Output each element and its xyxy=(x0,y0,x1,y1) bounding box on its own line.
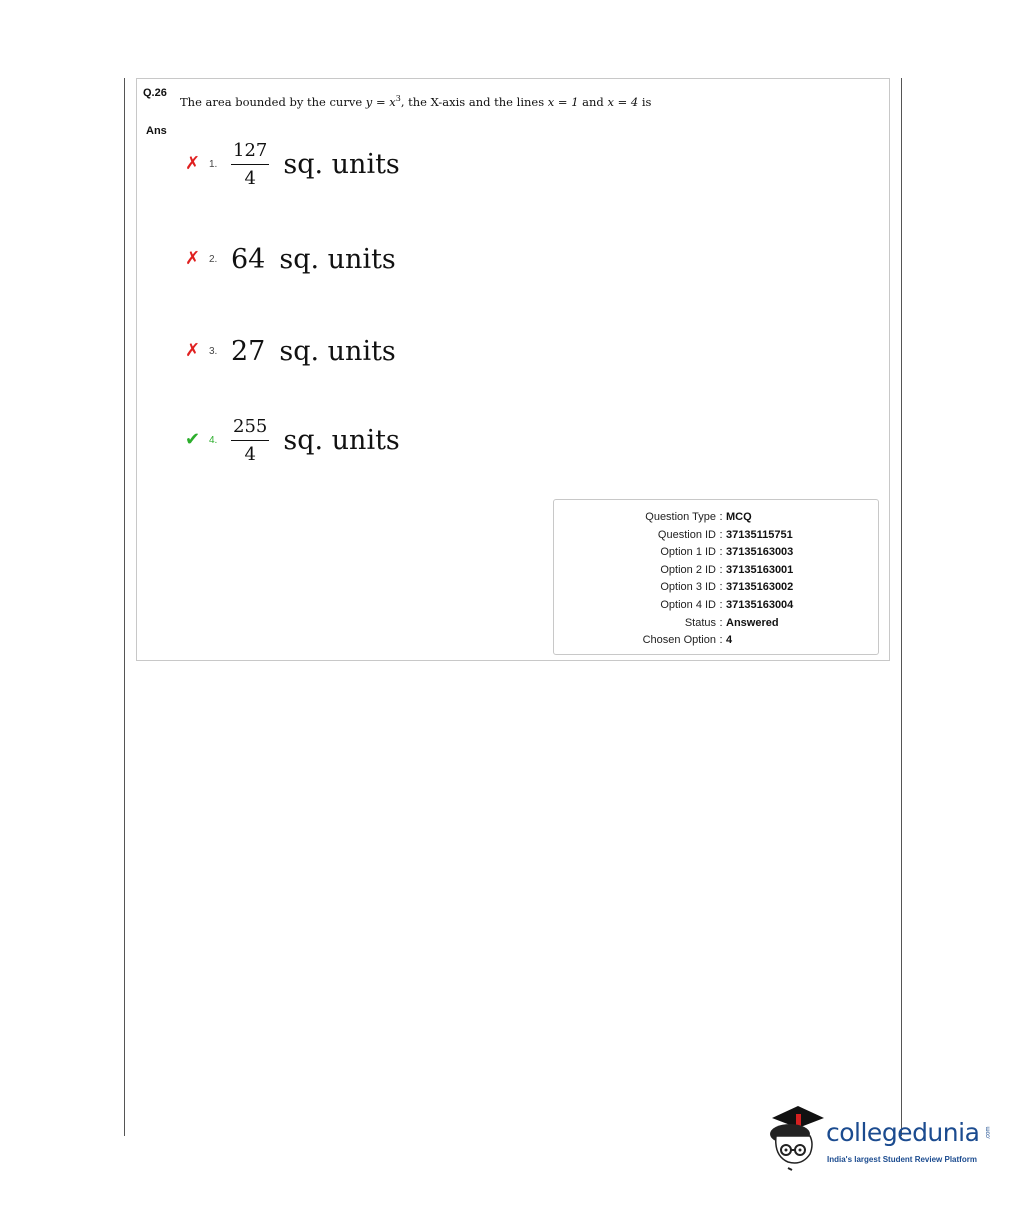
info-label: Option 2 ID xyxy=(660,563,716,576)
info-label: Question ID xyxy=(657,528,716,541)
info-value: 4 xyxy=(726,634,733,647)
fraction-numerator: 255 xyxy=(231,416,269,441)
collegedunia-logo xyxy=(766,1104,994,1172)
option-value: 27 xyxy=(231,335,266,367)
line-x4: x = 4 xyxy=(607,94,639,109)
answer-label: Ans xyxy=(146,125,167,137)
info-label: Question Type xyxy=(645,511,716,523)
info-separator: : xyxy=(719,546,723,559)
cross-icon: ✗ xyxy=(185,153,201,174)
info-value: 37135163003 xyxy=(726,546,794,559)
option-unit: sq. units xyxy=(279,243,396,275)
question-panel xyxy=(136,78,890,661)
option-4 xyxy=(185,410,400,470)
info-value: 37135163001 xyxy=(726,563,794,576)
curve-exponent: 3 xyxy=(395,94,401,103)
info-label: Status xyxy=(684,616,716,629)
info-label: Option 1 ID xyxy=(660,546,716,559)
check-icon: ✔ xyxy=(185,429,201,450)
option-answer xyxy=(231,140,400,189)
option-number: 1. xyxy=(209,158,218,170)
info-value: 37135115751 xyxy=(726,528,793,541)
info-label: Chosen Option xyxy=(642,634,716,647)
cross-icon: ✗ xyxy=(185,340,201,361)
question-text-part: The area bounded by the curve xyxy=(180,94,366,109)
info-label: Option 3 ID xyxy=(660,581,716,594)
curve-equation: y = x xyxy=(365,94,396,109)
info-separator: : xyxy=(719,616,723,629)
info-separator: : xyxy=(719,634,723,647)
fraction-numerator: 127 xyxy=(231,140,269,165)
logo-tagline: India's largest Student Review Platform xyxy=(827,1155,977,1164)
info-separator: : xyxy=(719,528,723,541)
question-text xyxy=(180,94,651,109)
question-text-part: , the X-axis and the lines xyxy=(400,94,548,109)
option-unit: sq. units xyxy=(283,148,400,180)
question-info-panel xyxy=(553,499,879,655)
info-label: Option 4 ID xyxy=(660,598,716,611)
option-2 xyxy=(185,229,396,289)
fraction-denominator: 4 xyxy=(244,167,256,189)
option-answer xyxy=(231,416,400,465)
info-row-question-type xyxy=(554,509,878,527)
fraction xyxy=(231,416,269,465)
option-answer xyxy=(231,336,396,367)
option-value: 64 xyxy=(231,243,266,275)
option-answer xyxy=(231,244,396,275)
option-number: 2. xyxy=(209,253,218,265)
info-value: 37135163002 xyxy=(726,581,794,594)
logo-wordmark: collegedunia xyxy=(826,1118,980,1147)
info-row-option-2-id xyxy=(554,562,878,580)
info-value: MCQ xyxy=(726,511,752,523)
cross-icon: ✗ xyxy=(185,248,201,269)
question-text-part: and xyxy=(578,94,608,109)
option-number: 4. xyxy=(209,434,218,446)
info-row-option-4-id xyxy=(554,597,878,615)
logo-suffix: .com xyxy=(985,1126,992,1140)
option-unit: sq. units xyxy=(279,335,396,367)
info-value: 37135163004 xyxy=(726,598,794,611)
info-row-question-id xyxy=(554,527,878,545)
option-unit: sq. units xyxy=(283,424,400,456)
page-border-right xyxy=(901,78,902,1136)
info-separator: : xyxy=(719,581,723,594)
info-row-option-3-id xyxy=(554,579,878,597)
info-separator: : xyxy=(719,598,723,611)
option-1 xyxy=(185,134,400,194)
info-separator: : xyxy=(719,511,723,523)
line-x1: x = 1 xyxy=(547,94,579,109)
info-row-chosen-option xyxy=(554,632,878,650)
question-text-part: is xyxy=(638,94,652,109)
info-row-option-1-id xyxy=(554,544,878,562)
option-3 xyxy=(185,321,396,381)
fraction xyxy=(231,140,269,189)
option-number: 3. xyxy=(209,345,218,357)
info-row-status xyxy=(554,615,878,633)
info-separator: : xyxy=(719,563,723,576)
page-border-left xyxy=(124,78,125,1136)
fraction-denominator: 4 xyxy=(244,443,256,465)
question-number: Q.26 xyxy=(143,87,167,99)
info-value: Answered xyxy=(726,616,779,629)
mascot-icon xyxy=(766,1104,826,1172)
